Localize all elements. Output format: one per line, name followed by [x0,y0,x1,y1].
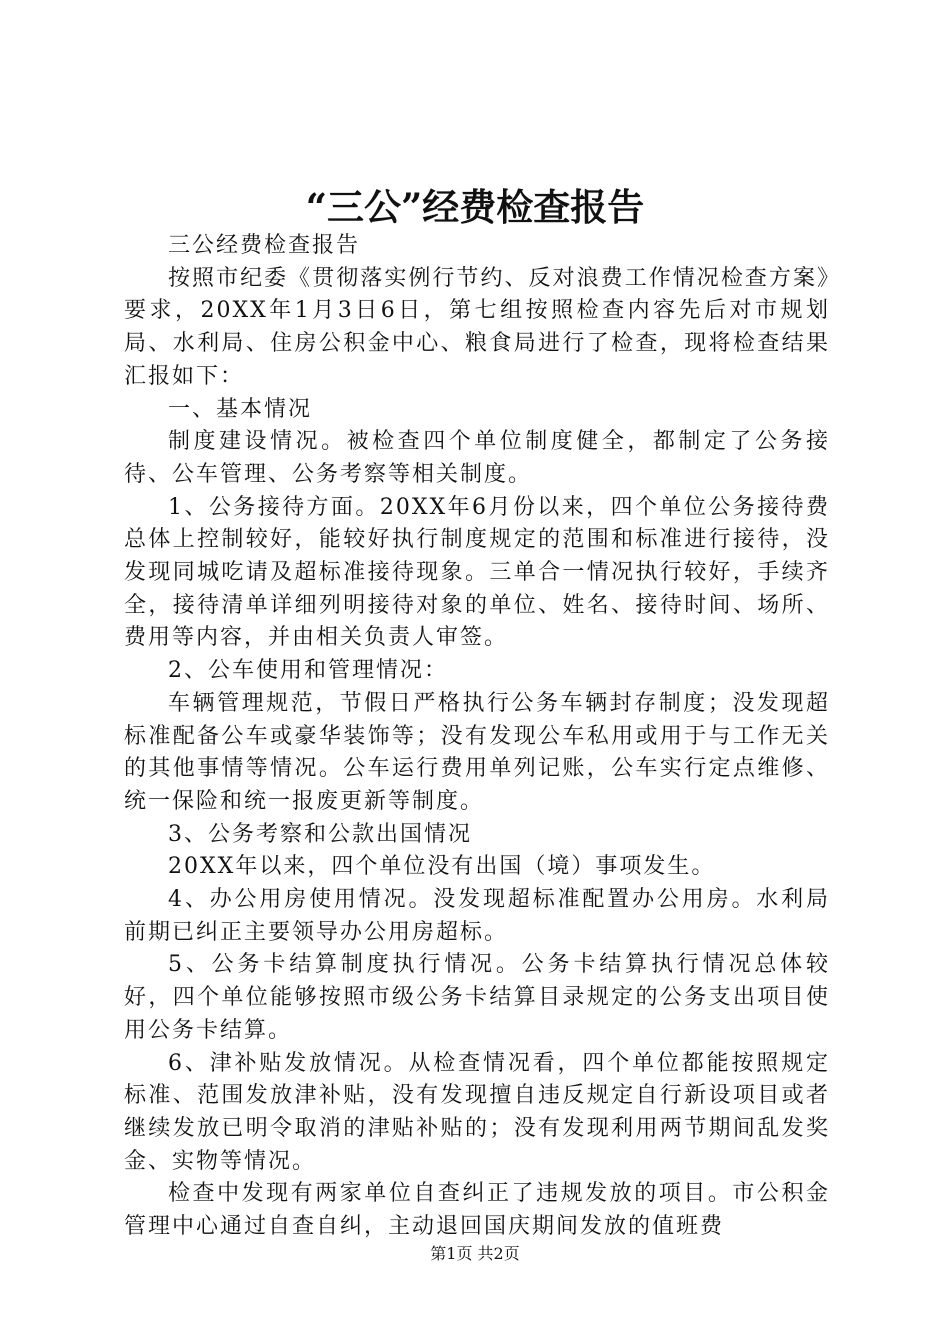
paragraph: 5、公务卡结算制度执行情况。公务卡结算执行情况总体较好，四个单位能够按照市级公务卡结算目录规定的公务支出项目使用公务卡结算。 [124,952,830,1043]
paragraph: 车辆管理规范，节假日严格执行公务车辆封存制度；没发现超标准配备公车或豪华装饰等；没有发现公车私用或用于与工作无关的其他事情等情况。公车运行费用单列记账，公车实行定点维修、统一保险和统一报废更新等制度。 [124,690,830,814]
paragraph: 三公经费检查报告 [168,233,361,258]
section-heading: 一、基本情况 [168,396,313,422]
subsection-heading: 2、公车使用和管理情况： [168,658,448,684]
page-footer: 第1页 共2页 [430,1244,520,1263]
paragraph: 检查中发现有两家单位自查纠正了违规发放的项目。市公积金管理中心通过自查自纠，主动退回国庆期间发放的值班费 [124,1181,830,1240]
document-title: “三公”经费检查报告 [305,185,645,229]
subsection-heading: 3、公务考察和公款出国情况 [168,821,472,847]
paragraph: 4、办公用房使用情况。没发现超标准配置办公用房。水利局前期已纠正主要领导办公用房超标。 [124,887,830,945]
paragraph: 按照市纪委《贯彻落实例行节约、反对浪费工作情况检查方案》要求，20XX年1月3日6日，第七组按照检查内容先后对市规划局、水利局、住房公积金中心、粮食局进行了检查，现将检查结果汇报如下： [124,265,830,389]
document-body [124,230,830,1244]
paragraph: 1、公务接待方面。20XX年6月份以来，四个单位公务接待费总体上控制较好，能较好执行制度规定的范围和标准进行接待，没发现同城吃请及超标准接待现象。三单合一情况执行较好，手续齐全，接待清单详细列明接待对象的单位、姓名、接待时间、场所、费用等内容，并由相关负责人审签。 [124,494,830,651]
paragraph: 6、津补贴发放情况。从检查情况看，四个单位都能按照规定标准、范围发放津补贴，没有发现擅自违反规定自行新设项目或者继续发放已明令取消的津贴补贴的；没有发现利用两节期间乱发奖金、实物等情况。 [124,1050,830,1174]
paragraph: 制度建设情况。被检查四个单位制度健全，都制定了公务接待、公车管理、公务考察等相关制度。 [124,429,830,487]
paragraph: 20XX年以来，四个单位没有出国（境）事项发生。 [168,854,716,880]
